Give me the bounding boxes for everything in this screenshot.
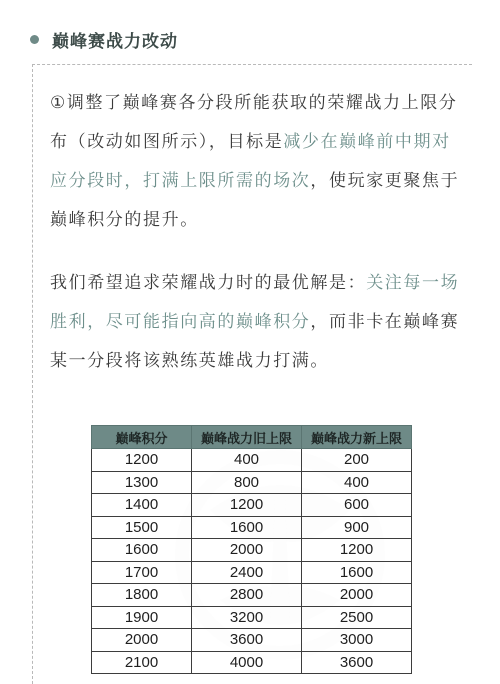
header-old-limit: 巅峰战力旧上限 xyxy=(192,426,302,449)
table-row xyxy=(92,471,412,494)
cell-old-limit: 2800 xyxy=(192,584,302,607)
cell-new-limit: 1200 xyxy=(302,539,412,562)
paragraph-1-intro: ①调整了巅峰赛各分段所能获取的荣耀战力上限分布（改动如图所示），目标是 xyxy=(50,93,458,152)
paragraph-1-highlight: 减少在巅峰前中期对应分段时，打满上限所需的场次 xyxy=(50,132,451,191)
cell-new-limit: 3000 xyxy=(302,629,412,652)
paragraph-1 xyxy=(50,84,460,240)
cell-new-limit: 2500 xyxy=(302,606,412,629)
paragraph-2 xyxy=(50,264,460,381)
cell-old-limit: 1200 xyxy=(192,494,302,517)
section-header xyxy=(30,24,178,54)
cell-old-limit: 3600 xyxy=(192,629,302,652)
table-row xyxy=(92,606,412,629)
cell-score: 1700 xyxy=(92,561,192,584)
cell-score: 2100 xyxy=(92,651,192,674)
table-row xyxy=(92,539,412,562)
cell-score: 1800 xyxy=(92,584,192,607)
section-title: 巅峰赛战力改动 xyxy=(52,31,178,52)
paragraph-2-highlight: 关注每一场胜利，尽可能指向高的巅峰积分 xyxy=(50,273,460,332)
cell-score: 1200 xyxy=(92,449,192,472)
limits-table xyxy=(91,425,412,674)
cell-new-limit: 600 xyxy=(302,494,412,517)
cell-new-limit: 2000 xyxy=(302,584,412,607)
cell-score: 1500 xyxy=(92,516,192,539)
bullet-dot-icon xyxy=(30,35,39,44)
cell-old-limit: 2000 xyxy=(192,539,302,562)
paragraph-2-outro: ，而非卡在巅峰赛某一分段将该熟练英雄战力打满。 xyxy=(50,312,460,371)
cell-score: 1400 xyxy=(92,494,192,517)
cell-new-limit: 400 xyxy=(302,471,412,494)
cell-score: 1900 xyxy=(92,606,192,629)
cell-score: 2000 xyxy=(92,629,192,652)
table-row xyxy=(92,584,412,607)
cell-old-limit: 1600 xyxy=(192,516,302,539)
cell-new-limit: 3600 xyxy=(302,651,412,674)
table-row xyxy=(92,651,412,674)
paragraph-2-intro: 我们希望追求荣耀战力时的最优解是： xyxy=(50,273,367,293)
cell-new-limit: 1600 xyxy=(302,561,412,584)
table-row xyxy=(92,516,412,539)
paragraph-1-outro: ，使玩家更聚焦于巅峰积分的提升。 xyxy=(50,171,460,230)
cell-old-limit: 2400 xyxy=(192,561,302,584)
table-row xyxy=(92,494,412,517)
cell-score: 1600 xyxy=(92,539,192,562)
table-row xyxy=(92,449,412,472)
header-score: 巅峰积分 xyxy=(92,426,192,449)
table-row xyxy=(92,561,412,584)
cell-old-limit: 400 xyxy=(192,449,302,472)
table-row xyxy=(92,629,412,652)
cell-old-limit: 4000 xyxy=(192,651,302,674)
cell-score: 1300 xyxy=(92,471,192,494)
table-header-row xyxy=(92,426,412,449)
cell-old-limit: 800 xyxy=(192,471,302,494)
cell-new-limit: 200 xyxy=(302,449,412,472)
limits-table-wrapper xyxy=(91,425,411,674)
header-new-limit: 巅峰战力新上限 xyxy=(302,426,412,449)
cell-new-limit: 900 xyxy=(302,516,412,539)
cell-old-limit: 3200 xyxy=(192,606,302,629)
